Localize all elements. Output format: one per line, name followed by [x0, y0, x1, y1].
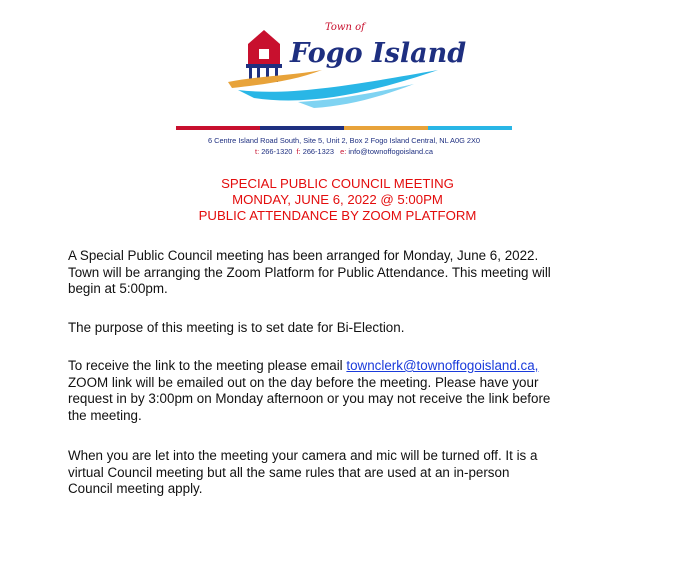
svg-text:Fogo Island: Fogo Island — [290, 38, 467, 69]
meeting-attendance: PUBLIC ATTENDANCE BY ZOOM PLATFORM — [198, 208, 477, 223]
svg-text:Town of: Town of — [325, 22, 365, 33]
paragraph-announcement — [68, 248, 658, 298]
paragraph-line: begin at 5:00pm. — [68, 281, 168, 296]
paragraph-meeting-rules — [68, 448, 658, 498]
paragraph-line: virtual Council meeting but all the same rules that are used at an in-person — [68, 464, 510, 480]
paragraph-line — [68, 358, 658, 375]
fogo-island-logo-icon — [218, 14, 468, 114]
paragraph-line: the meeting. — [68, 407, 142, 423]
townclerk-email-link[interactable]: townclerk@townoffogoisland.ca — [346, 358, 535, 373]
paragraph-line: Council meeting apply. — [68, 481, 203, 496]
contact-email: info@townoffogoisland.ca — [348, 147, 433, 156]
email-label: e: — [340, 147, 347, 156]
paragraph-link-request — [68, 358, 658, 424]
fax-value: 266-1323 — [302, 147, 334, 156]
paragraph-line: ZOOM link will be emailed out on the day before the meeting. Please have your — [68, 374, 539, 390]
contact-line — [176, 147, 512, 156]
tel-value: 266-1320 — [261, 147, 293, 156]
letterhead-color-bar — [176, 126, 512, 130]
paragraph-line: Town will be arranging the Zoom Platform for Public Attendance. This meeting will — [68, 264, 551, 280]
meeting-date: MONDAY, JUNE 6, 2022 @ 5:00PM — [232, 192, 443, 207]
tel-label: t: — [255, 147, 260, 156]
paragraph-line: A Special Public Council meeting has been arranged for Monday, June 6, 2022. — [68, 248, 539, 263]
fax-label: f: — [296, 147, 301, 156]
meeting-title: SPECIAL PUBLIC COUNCIL MEETING — [221, 176, 454, 191]
paragraph-purpose: The purpose of this meeting is to set date for Bi-Election. — [68, 320, 405, 335]
address-line: 6 Centre Island Road South, Site 5, Unit 2, Box 2 Fogo Island Central, NL A0G 2X0 — [207, 136, 481, 145]
paragraph-text: To receive the link to the meeting please email — [68, 358, 347, 373]
link-comma: , — [534, 358, 539, 373]
paragraph-line: When you are let into the meeting your camera and mic will be turned off. It is a — [68, 448, 538, 463]
town-logo — [218, 14, 468, 114]
paragraph-line: request in by 3:00pm on Monday afternoon or you may not receive the link before — [68, 391, 551, 406]
